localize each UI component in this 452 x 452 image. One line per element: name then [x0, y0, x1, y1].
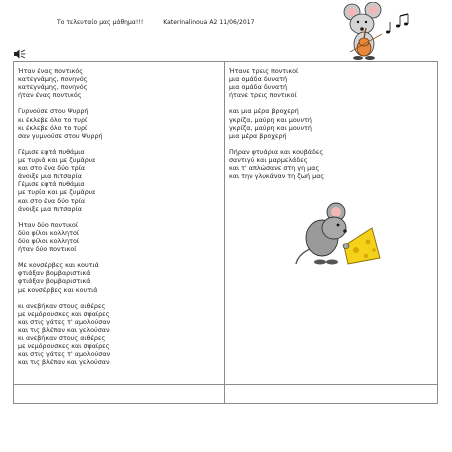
lyric-line: κι έκλεβε όλο το τυρί	[18, 123, 88, 132]
stanza	[18, 302, 110, 367]
lyric-line: κι ανεβήκαν στους αιθέρες	[18, 301, 106, 310]
stanza	[18, 221, 110, 253]
lyric-line: Γυρνούσε στου Ψυρρή	[18, 107, 89, 116]
stanza	[229, 67, 324, 99]
lyric-line: σαν γυμνούσε στου Ψυρρή	[18, 131, 103, 140]
lyric-line: μια ομάδα δυνατή	[229, 83, 288, 92]
lyric-line: κατεγνάμης, πονηνός	[18, 83, 88, 92]
left-lyrics-column	[18, 67, 110, 366]
stanza	[18, 261, 110, 293]
lyric-line: και τις βλέπαν και γελούσαν	[18, 358, 110, 367]
lyric-line: με νεμόρουσκες και σφαίρες	[18, 342, 110, 351]
lyric-line: κατεγνάμης, πονηνός	[18, 75, 88, 84]
stanza	[229, 107, 324, 139]
stanza	[18, 148, 110, 213]
lyric-line: και μια μέρα βροχερή	[229, 107, 299, 116]
header-title: Το τελευταίο μας μάθημα!!!	[57, 19, 144, 26]
lyric-line: κι ανεβήκαν στους αιθέρες	[18, 334, 106, 343]
stanza	[18, 67, 110, 99]
lyric-line: και τις βλέπαν και γελούσαν	[18, 326, 110, 334]
mouse-violin-illustration	[340, 2, 412, 64]
lyric-line: και στις γάτες τ' αμολούσαν	[18, 350, 111, 359]
lyric-line: σαντιγύ και μαρμελάδες	[229, 156, 308, 165]
header-class: Α2	[209, 19, 218, 26]
lyric-line: και στο ένα δύο τρία	[18, 196, 86, 205]
lyric-line: άνοιξε μια πιτσαρία	[18, 204, 82, 213]
lyric-line: Ήτανε τρεις ποντικοί	[229, 67, 299, 75]
right-lyrics-column	[229, 67, 324, 180]
lyric-line: δύο φίλοι κολλητοί	[18, 236, 80, 245]
lyric-line: Ήταν ένας ποντικός	[18, 67, 84, 75]
lyric-line: δύο φίλοι κολλητοί	[18, 228, 80, 237]
lyric-line: με τυριά και με ζυμάρια	[18, 156, 96, 165]
lyric-line: με τυρία και με ζυμάρια	[18, 188, 96, 197]
lyric-line: Με κονσέρβες και κουτιά	[18, 261, 99, 270]
lyric-line: και τ' απλώσανε στη γη μας	[229, 164, 320, 173]
header	[57, 19, 254, 26]
lyric-line: κι έκλεβε όλο το τυρί	[18, 115, 88, 124]
stanza	[18, 107, 110, 139]
lyric-line: και στις γάτες τ' αμολούσαν	[18, 317, 111, 326]
lyric-line: φτιάξαν βομβαριστικά	[18, 269, 91, 278]
header-author: Katerinalinoua	[163, 19, 208, 26]
lyric-line: φτιάξαν βομβαριστικά	[18, 277, 91, 286]
lyric-line: ήτανε τρεις ποντικοί	[229, 91, 297, 100]
lyric-line: Ήταν δύο ποντικοί	[18, 220, 78, 229]
lyric-line: με νεμόρουσκες και σφαίρες	[18, 309, 110, 318]
lyric-line: Γέμισε εφτά πυθάμια	[18, 180, 85, 189]
lyric-line: ήταν ένας ποντικός	[18, 91, 82, 100]
lyric-line: γκρίζα, μαύρη και μουντή	[229, 115, 312, 124]
lyric-line: μια ομάδα δυνατή	[229, 75, 288, 84]
lyric-line: μια μέρα βροχερή	[229, 131, 287, 140]
lyric-line: και την γλυκάναν τη ζωή μας	[229, 172, 325, 181]
lyric-line: με κονσέρβες και κουτιά	[18, 285, 98, 294]
lyric-line: και στο ένα δύο τρία	[18, 164, 86, 173]
lyric-line: Γέμισε εφτά πυθάμια	[18, 147, 85, 156]
lyric-line: άνοιξε μια πιτσαρία	[18, 172, 82, 181]
stanza	[229, 148, 324, 180]
lyric-line: ήταν δύο ποντικοί	[18, 245, 77, 254]
lyric-line: Πήραν φτυάρια και κουβάδες	[229, 147, 324, 156]
lyric-line: γκρίζα, μαύρη και μουντή	[229, 123, 312, 132]
header-date: 11/06/2017	[219, 19, 255, 26]
